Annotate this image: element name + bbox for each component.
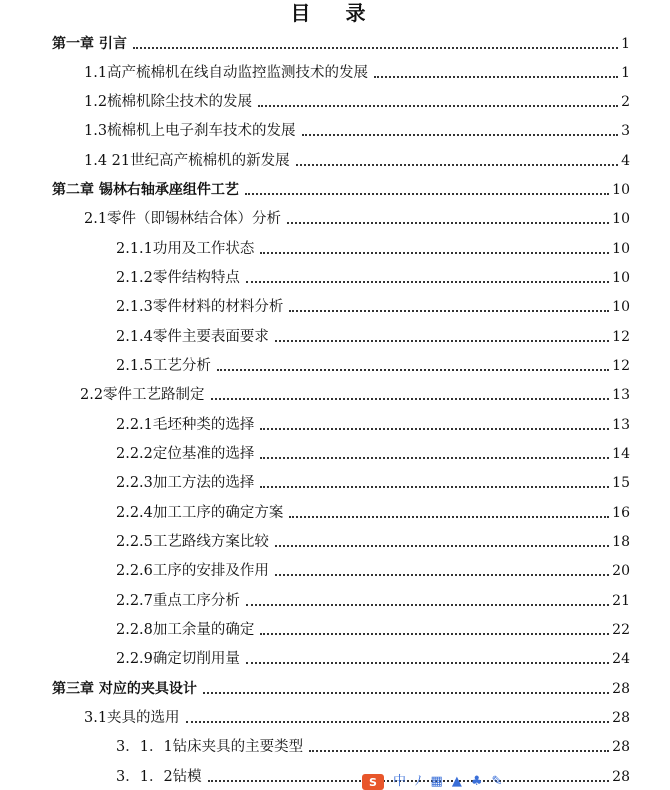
toc-page-number: 21 [612, 593, 630, 609]
toc-entry-label: 2.2.3加工方法的选择 [116, 475, 255, 491]
dot-leader [374, 76, 618, 78]
toc-entry-label: 2.2.1毛坯种类的选择 [116, 417, 255, 433]
ime-punct-icon: ﾉ [415, 774, 422, 789]
toc-entry-label: 2.1.1功用及工作状态 [116, 241, 255, 257]
dot-leader [246, 281, 609, 283]
toc-entry[interactable] [80, 385, 630, 405]
ime-tool-icon: ♣ [470, 774, 483, 789]
ime-logo-icon: S [362, 774, 384, 790]
toc-entry-label: 2.2.4加工工序的确定方案 [116, 505, 284, 521]
dot-leader [258, 105, 618, 107]
ime-mode-icon: 中 [393, 774, 407, 789]
dot-leader [275, 545, 609, 547]
toc-page-number: 4 [621, 153, 630, 169]
toc-entry[interactable] [84, 92, 630, 112]
dot-leader [246, 662, 609, 664]
toc-title: 目 录 [290, 1, 380, 25]
toc-page-number: 12 [612, 358, 630, 374]
dot-leader [217, 369, 609, 371]
toc-page-number: 28 [612, 739, 630, 755]
toc-entry-label: 2.2.8加工余量的确定 [116, 622, 255, 638]
toc-entry-label: 第二章 锡林右轴承座组件工艺 [52, 182, 239, 198]
toc-entry-label: 2.2.6工序的安排及作用 [116, 563, 269, 579]
toc-entry[interactable] [116, 532, 630, 552]
toc-page-number: 15 [612, 475, 630, 491]
toc-page-number: 13 [612, 417, 630, 433]
toc-entry[interactable] [84, 63, 630, 83]
toc-entry-label: 2.2.9确定切削用量 [116, 651, 240, 667]
toc-page-number: 10 [612, 241, 630, 257]
toc-page-number: 10 [612, 211, 630, 227]
dot-leader [133, 47, 618, 49]
dot-leader [309, 750, 609, 752]
toc-entry-label: 2.2.2定位基准的选择 [116, 446, 255, 462]
toc-page-number: 24 [612, 651, 630, 667]
dot-leader [245, 193, 609, 195]
toc-entry-label: 3．1．1钻床夹具的主要类型 [116, 739, 304, 755]
dot-leader [287, 222, 609, 224]
toc-page-number: 28 [612, 710, 630, 726]
toc-entry[interactable] [84, 151, 630, 171]
toc-entry[interactable] [116, 297, 630, 317]
toc-entry-label: 2.2.7重点工序分析 [116, 593, 240, 609]
toc-entry[interactable] [116, 415, 630, 435]
dot-leader [289, 516, 609, 518]
toc-entry-label: 2.1.4零件主要表面要求 [116, 329, 269, 345]
toc-page-number: 13 [612, 387, 630, 403]
ime-skin-icon: ▲ [451, 774, 462, 789]
toc-entry-label: 1.3梳棉机上电子刹车技术的发展 [84, 123, 296, 139]
toc-entry-label: 第三章 对应的夹具设计 [52, 681, 197, 697]
dot-leader [296, 164, 618, 166]
toc-page-number: 28 [612, 769, 630, 785]
toc-page-number: 2 [621, 94, 630, 110]
toc-entry-label: 2.1.3零件材料的材料分析 [116, 299, 284, 315]
toc-entry[interactable] [116, 737, 630, 757]
toc-entry[interactable] [116, 503, 630, 523]
toc-entry[interactable] [116, 356, 630, 376]
ime-keyboard-icon: ▦ [430, 774, 443, 789]
dot-leader [203, 692, 609, 694]
toc-page-number: 20 [612, 563, 630, 579]
dot-leader [260, 428, 609, 430]
toc-entry[interactable] [84, 121, 630, 141]
toc-entry-label: 3.1夹具的选用 [84, 710, 180, 726]
toc-entry[interactable] [116, 591, 630, 611]
toc-entry[interactable] [116, 239, 630, 259]
toc-entry[interactable] [116, 649, 630, 669]
toc-entry-label: 第一章 引言 [52, 36, 127, 52]
toc-entry-label: 1.2梳棉机除尘技术的发展 [84, 94, 253, 110]
toc-entry-label: 2.1.2零件结构特点 [116, 270, 240, 286]
ime-pen-icon: ✎ [491, 774, 503, 789]
toc-page-number: 18 [612, 534, 630, 550]
toc-entry-label: 3．1．2钻模 [116, 769, 202, 785]
toc-chapter-entry[interactable] [52, 679, 630, 699]
toc-entry[interactable] [84, 708, 630, 728]
dot-leader [275, 574, 609, 576]
toc-entry[interactable] [116, 620, 630, 640]
dot-leader [289, 310, 609, 312]
dot-leader [260, 633, 609, 635]
toc-entry-label: 1.1高产梳棉机在线自动监控监测技术的发展 [84, 65, 369, 81]
dot-leader [211, 398, 610, 400]
toc-page-number: 10 [612, 182, 630, 198]
toc-page-number: 10 [612, 270, 630, 286]
toc-page-number: 1 [621, 36, 630, 52]
dot-leader [302, 134, 619, 136]
toc-entry[interactable] [116, 444, 630, 464]
toc-entry[interactable] [116, 561, 630, 581]
toc-entry[interactable] [116, 268, 630, 288]
dot-leader [186, 721, 610, 723]
dot-leader [260, 486, 609, 488]
toc-entry-label: 1.4 21世纪高产梳棉机的新发展 [84, 153, 290, 169]
toc-entry[interactable] [116, 327, 630, 347]
toc-entry-label: 2.1零件（即锡林结合体）分析 [84, 211, 282, 227]
toc-page-number: 16 [612, 505, 630, 521]
toc-entry-label: 2.1.5工艺分析 [116, 358, 211, 374]
toc-page-number: 22 [612, 622, 630, 638]
dot-leader [260, 252, 609, 254]
dot-leader [260, 457, 609, 459]
toc-chapter-entry[interactable] [52, 180, 630, 200]
toc-page-number: 14 [612, 446, 630, 462]
toc-page-number: 28 [612, 681, 630, 697]
toc-entry-label: 2.2零件工艺路制定 [80, 387, 205, 403]
toc-page-number: 1 [621, 65, 630, 81]
toc-page-number: 3 [621, 123, 630, 139]
toc-entry[interactable] [84, 209, 630, 229]
dot-leader [275, 340, 609, 342]
toc-page-number: 12 [612, 329, 630, 345]
toc-chapter-entry[interactable] [52, 34, 630, 54]
toc-page-number: 10 [612, 299, 630, 315]
dot-leader [246, 604, 609, 606]
toc-entry-label: 2.2.5工艺路线方案比较 [116, 534, 269, 550]
toc-entry[interactable] [116, 473, 630, 493]
